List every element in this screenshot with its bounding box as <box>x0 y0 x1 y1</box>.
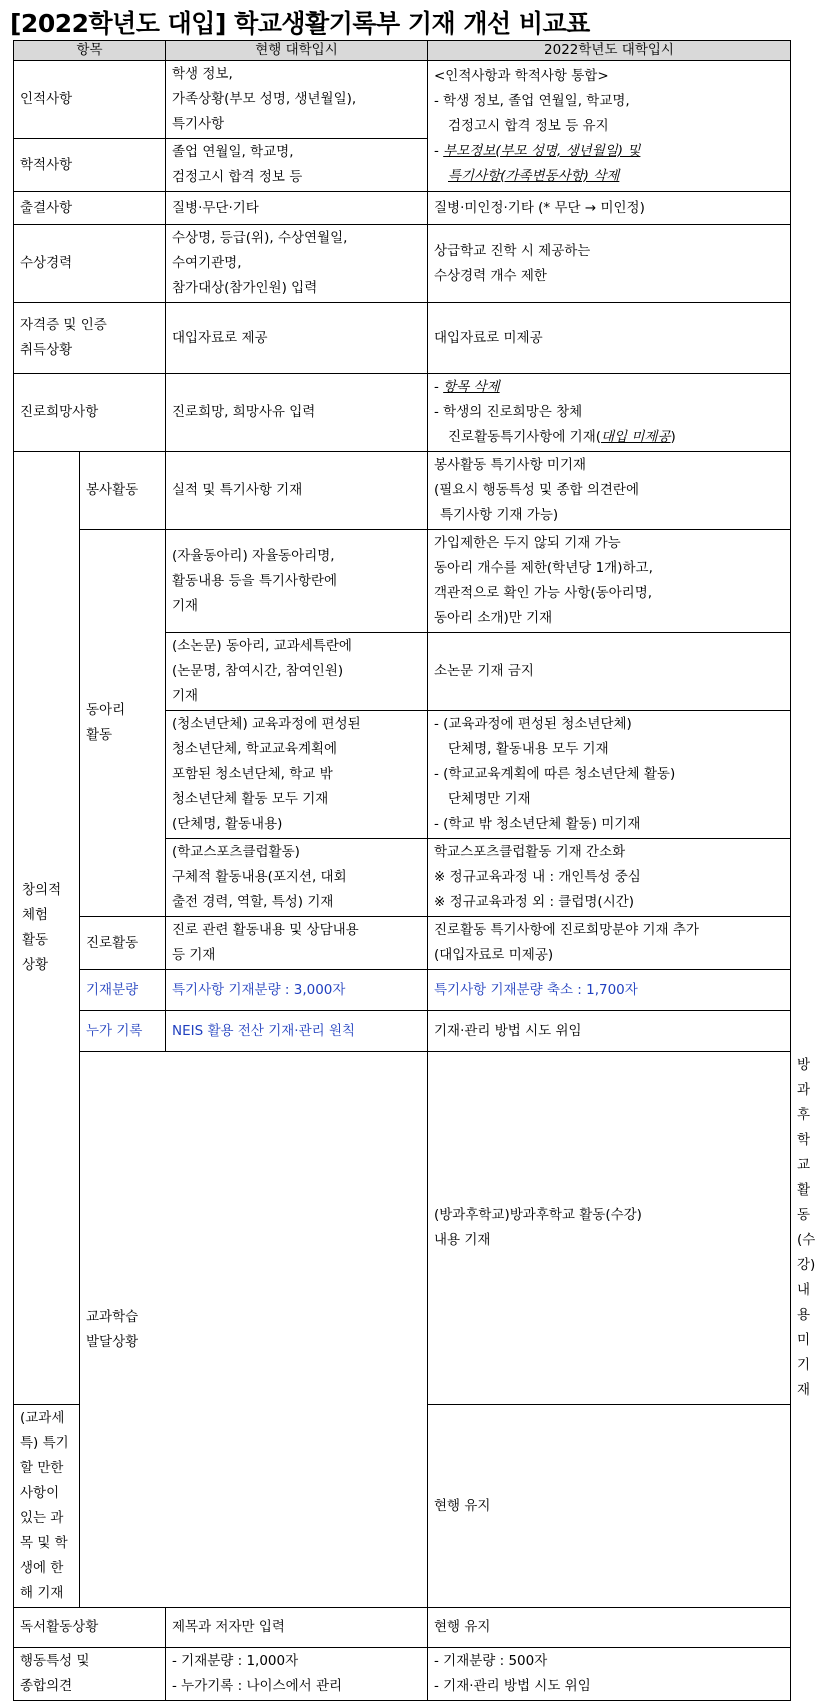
row-volume <box>14 970 791 1011</box>
new-record: 기재·관리 방법 시도 위임 <box>428 1011 791 1052</box>
new-club-sports: 학교스포츠클럽활동 기재 간소화 ※ 정규교육과정 내 : 개인특성 중심 ※ 정규교육과정 외 : 클럽명(시간) <box>428 839 791 917</box>
cur-subject-detail: (교과세특) 특기할 만한 사항이 있는 과목 및 학생에 한해 기재 <box>14 1405 80 1608</box>
new-reading: 현행 유지 <box>428 1608 791 1648</box>
cur-license: 대입자료로 제공 <box>166 303 428 374</box>
label-record: 누가 기록 <box>80 1011 166 1052</box>
row-volunteer <box>14 452 791 530</box>
new-volunteer: 봉사활동 특기사항 미기재 (필요시 행동특성 및 종합 의견란에 특기사항 기재 가능) <box>428 452 791 530</box>
label-behavior: 행동특성 및 종합의견 <box>14 1648 166 1701</box>
cur-academic: 졸업 연월일, 학교명, 검정고시 합격 정보 등 <box>166 139 428 192</box>
header-2022: 2022학년도 대학입시 <box>428 41 791 61</box>
row-awards <box>14 225 791 303</box>
cur-record: NEIS 활용 전산 기재·관리 원칙 <box>166 1011 428 1052</box>
label-volume: 기재분량 <box>80 970 166 1011</box>
new-personal-merged: <인적사항과 학적사항 통합> - 학생 정보, 졸업 연월일, 학교명, 검정고시 합격 정보 등 유지 - 부모정보(부모 성명, 생년월일) 및 특기사항(가족변동사항) 삭제 <box>428 61 791 192</box>
cur-career-hope: 진로희망, 희망사유 입력 <box>166 374 428 452</box>
cur-personal: 학생 정보, 가족상황(부모 성명, 생년월일), 특기사항 <box>166 61 428 139</box>
label-personal: 인적사항 <box>14 61 166 139</box>
cur-awards: 수상명, 등급(위), 수상연월일, 수여기관명, 참가대상(참가인원) 입력 <box>166 225 428 303</box>
new-license: 대입자료로 미제공 <box>428 303 791 374</box>
label-volunteer: 봉사활동 <box>80 452 166 530</box>
new-subject-detail: 현행 유지 <box>428 1405 791 1608</box>
cur-behavior: - 기재분량 : 1,000자 - 누가기록 : 나이스에서 관리 <box>166 1648 428 1701</box>
cur-career-activity: 진로 관련 활동내용 및 상담내용 등 기재 <box>166 917 428 970</box>
label-career-hope: 진로희망사항 <box>14 374 166 452</box>
row-personal <box>14 61 791 139</box>
cur-subject-after: (방과후학교)방과후학교 활동(수강) 내용 기재 <box>428 1052 791 1405</box>
row-license <box>14 303 791 374</box>
label-academic: 학적사항 <box>14 139 166 192</box>
label-reading: 독서활동상황 <box>14 1608 166 1648</box>
new-behavior: - 기재분량 : 500자 - 기재·관리 방법 시도 위임 <box>428 1648 791 1701</box>
new-attendance: 질병·미인정·기타 (* 무단 → 미인정) <box>428 192 791 225</box>
row-reading <box>14 1608 791 1648</box>
cur-club-sports: (학교스포츠클럽활동) 구체적 활동내용(포지션, 대회 출전 경력, 역할, 특성) 기재 <box>166 839 428 917</box>
header-current: 현행 대학입시 <box>166 41 428 61</box>
cur-club-youth: (청소년단체) 교육과정에 편성된 청소년단체, 학교교육계획에 포함된 청소년단체, 학교 밖 청소년단체 활동 모두 기재 (단체명, 활동내용) <box>166 711 428 839</box>
row-club-autonomous <box>14 530 791 633</box>
cur-club-paper: (소논문) 동아리, 교과세특란에 (논문명, 참여시간, 참여인원) 기재 <box>166 633 428 711</box>
label-attendance: 출결사항 <box>14 192 166 225</box>
row-record <box>14 1011 791 1052</box>
row-attendance <box>14 192 791 225</box>
comparison-table <box>13 40 815 1701</box>
label-license: 자격증 및 인증 취득상황 <box>14 303 166 374</box>
cur-club-autonomous: (자율동아리) 자율동아리명, 활동내용 등을 특기사항란에 기재 <box>166 530 428 633</box>
row-career-activity <box>14 917 791 970</box>
cur-volume: 특기사항 기재분량 : 3,000자 <box>166 970 428 1011</box>
new-career-hope: - 항목 삭제 - 학생의 진로희망은 창체 진로활동특기사항에 기재(대입 미제공) <box>428 374 791 452</box>
cur-attendance: 질병·무단·기타 <box>166 192 428 225</box>
row-subject-after: 교과학습 발달상황 (방과후학교)방과후학교 활동(수강) 내용 기재 방과후학교 활동(수강)내용 미기재 <box>14 1052 791 1405</box>
label-subject: 교과학습 발달상황 <box>80 1052 428 1608</box>
new-club-paper: 소논문 기재 금지 <box>428 633 791 711</box>
new-career-activity: 진로활동 특기사항에 진로희망분야 기재 추가 (대입자료로 미제공) <box>428 917 791 970</box>
cur-volunteer: 실적 및 특기사항 기재 <box>166 452 428 530</box>
label-club: 동아리 활동 <box>80 530 166 917</box>
header-row <box>14 41 791 61</box>
new-club-youth: - (교육과정에 편성된 청소년단체) 단체명, 활동내용 모두 기재 - (학교교육계획에 따른 청소년단체 활동) 단체명만 기재 - (학교 밖 청소년단체 활동) 미기재 <box>428 711 791 839</box>
row-career-hope <box>14 374 791 452</box>
new-volume: 특기사항 기재분량 축소 : 1,700자 <box>428 970 791 1011</box>
label-career-activity: 진로활동 <box>80 917 166 970</box>
cur-reading: 제목과 저자만 입력 <box>166 1608 428 1648</box>
page-title: [2022학년도 대입] 학교생활기록부 기재 개선 비교표 <box>10 9 590 38</box>
label-awards: 수상경력 <box>14 225 166 303</box>
new-club-autonomous: 가입제한은 두지 않되 기재 가능 동아리 개수를 제한(학년당 1개)하고, 객관적으로 확인 가능 사항(동아리명, 동아리 소개)만 기재 <box>428 530 791 633</box>
new-awards: 상급학교 진학 시 제공하는 수상경력 개수 제한 <box>428 225 791 303</box>
header-item: 항목 <box>14 41 166 61</box>
label-creative: 창의적 체험 활동 상황 <box>14 452 80 1405</box>
row-behavior <box>14 1648 791 1701</box>
